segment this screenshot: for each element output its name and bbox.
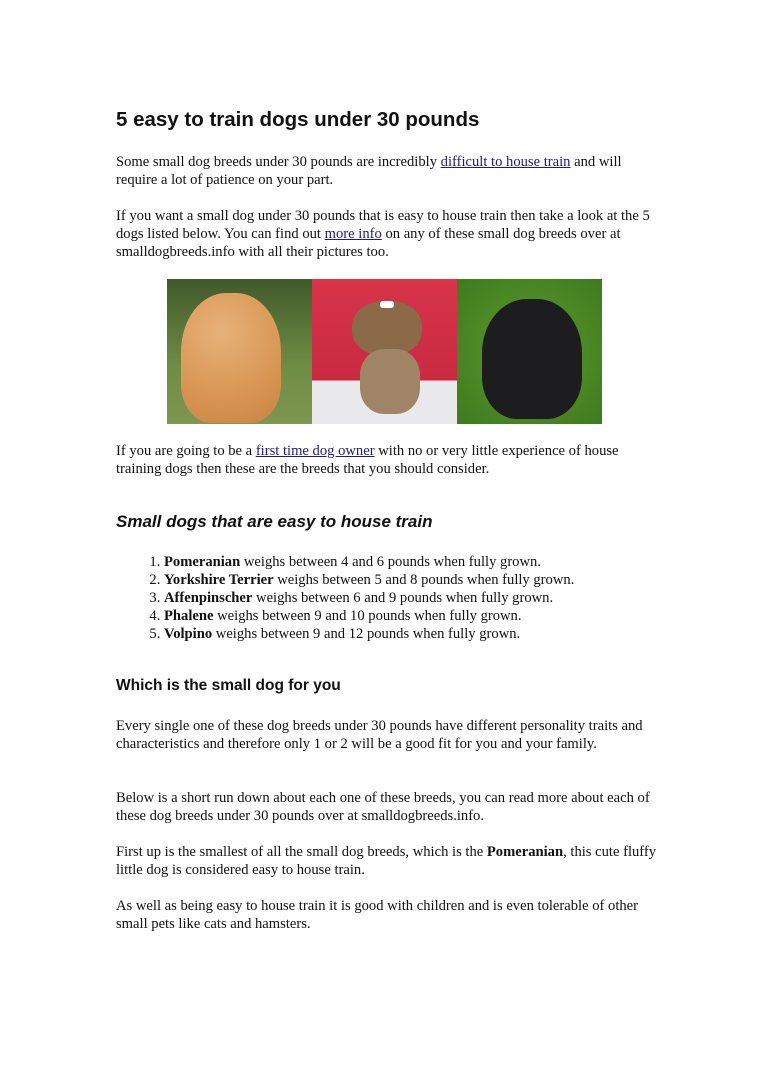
paragraph-5: Below is a short run down about each one of these breeds, you can read more about each of these dog breeds under 30 pounds over at smalldogbreeds.info. [116, 790, 650, 824]
affenpinscher-photo [457, 279, 602, 424]
list-item [164, 607, 574, 625]
first-time-dog-owner-link[interactable]: first time dog owner [255, 443, 375, 459]
text: on any of these small dog breeds over at smalldogbreeds.info with all their pictures too. [116, 226, 621, 260]
breed-list [116, 553, 574, 643]
more-info-link[interactable]: more info [324, 226, 382, 242]
text: weighs between 9 and 12 pounds when fully grown. [212, 626, 521, 642]
paragraph-6 [116, 843, 664, 879]
text: with no or very little experience of house training dogs then these are the breeds that you should consider. [116, 443, 619, 477]
difficult-to-house-train-link[interactable]: difficult to house train [440, 154, 571, 170]
text: , this cute fluffy little dog is considered easy to house train. [116, 844, 657, 878]
section-heading-which-dog: Which is the small dog for you [116, 677, 341, 694]
pomeranian-photo [167, 279, 312, 424]
dog-photos [167, 279, 602, 424]
breed-name: Yorkshire Terrier [164, 572, 274, 588]
text: weighs between 9 and 10 pounds when fully grown. [213, 608, 522, 624]
text: weighs between 4 and 6 pounds when fully grown. [240, 554, 541, 570]
text: If you want a small dog under 30 pounds that is easy to house train then take a look at the 5 dogs listed below. You can find out [116, 208, 650, 242]
breed-name: Phalene [164, 608, 214, 624]
list-item [164, 571, 574, 589]
text: First up is the smallest of all the small dog breeds, which is the [116, 844, 487, 860]
paragraph-2 [116, 207, 664, 261]
yorkshire-terrier-photo [312, 279, 457, 424]
breed-name: Pomeranian [486, 844, 564, 860]
text: weighs between 6 and 9 pounds when fully grown. [252, 590, 554, 606]
text: If you are going to be a [116, 443, 256, 459]
text: Some small dog breeds under 30 pounds are incredibly [116, 154, 441, 170]
section-heading-easy-to-train: Small dogs that are easy to house train [116, 512, 433, 531]
list-item [164, 553, 574, 571]
breed-name: Volpino [164, 626, 213, 642]
intro-paragraph [116, 153, 664, 189]
paragraph-4: Every single one of these dog breeds under 30 pounds have different personality traits and characteristics and therefore only 1 or 2 will be a good fit for you and your family. [116, 718, 643, 752]
page-title: 5 easy to train dogs under 30 pounds [116, 108, 480, 131]
paragraph-7: As well as being easy to house train it is good with children and is even tolerable of other small pets like cats and hamsters. [116, 898, 639, 932]
breed-name: Pomeranian [164, 554, 241, 570]
list-item [164, 589, 574, 607]
breed-name: Affenpinscher [164, 590, 253, 606]
text: weighs between 5 and 8 pounds when fully grown. [273, 572, 575, 588]
text: and will require a lot of patience on your part. [116, 154, 622, 188]
paragraph-3 [116, 442, 664, 478]
list-item [164, 625, 574, 643]
